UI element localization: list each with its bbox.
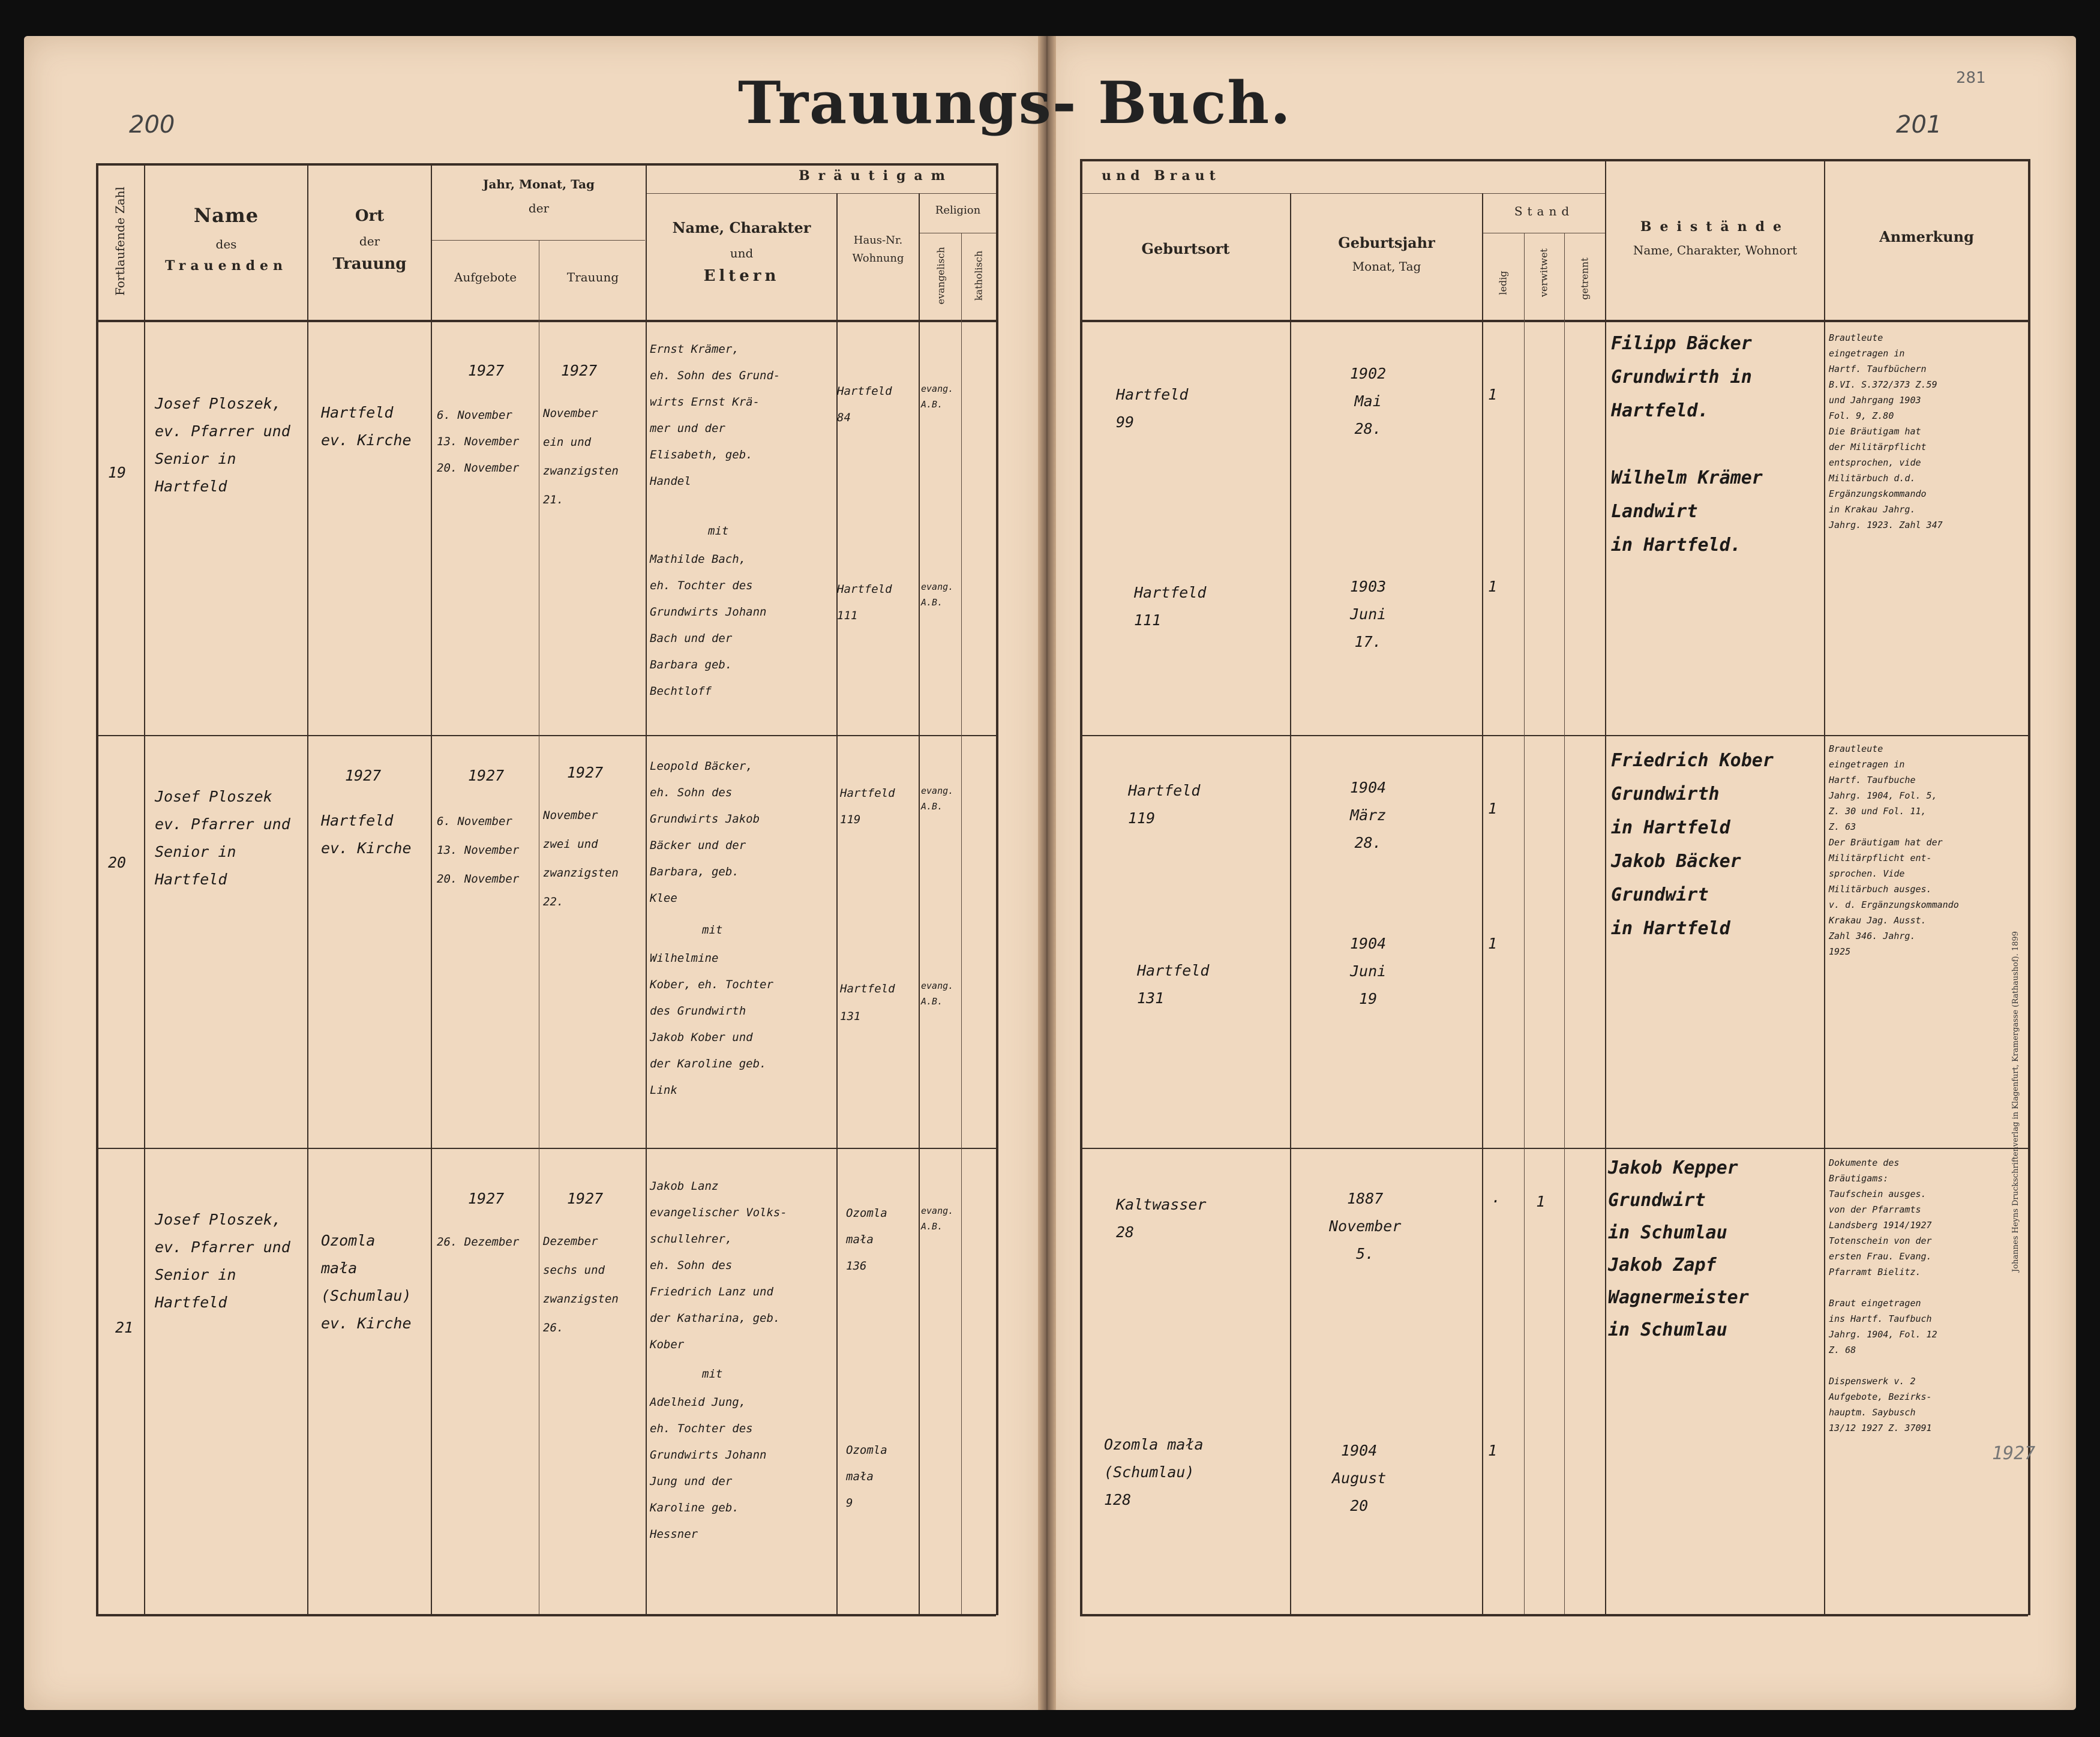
entry-bride-eltern: Adelheid Jung, eh. Tochter des Grundwirts Johann Jung und der Karoline geb. Hessner [650,1396,767,1541]
printer-imprint: Johannes Heyns Druckschriftenverlag in Klagenfurt, Kramergasse (Rathaushof). 1899 [2011,931,2020,1272]
header-monat-tag: Monat, Tag [1352,259,1421,274]
entry-bride-religion: evang. A.B. [921,980,954,1007]
book-gutter [1038,36,1056,1710]
entry-mit: mit [702,923,723,937]
page-number-right: 201 [1896,111,1942,139]
entry-beistaende: Jakob Kepper Grundwirt in Schumlau Jakob Zapf Wagnermeister in Schumlau [1608,1157,1749,1340]
rule [1080,159,1082,1615]
entry-bride-haus: Hartfeld 111 [837,583,892,622]
entry-bride-stand: 1 [1488,578,1498,595]
rule [431,163,432,1615]
entry-trauung: Dezember sechs und zwanzigsten 26. [543,1235,619,1334]
entry-beistaende: Friedrich Kober Grundwirth in Hartfeld Jakob Bäcker Grundwirt in Hartfeld [1611,750,1774,939]
header-geburtsort: Geburtsort [1141,240,1230,257]
entry-groom-religion: evang. A.B. [921,383,954,410]
entry-number: 20 [108,854,127,871]
entry-aufgebote: 26. Dezember [437,1235,520,1249]
header-name-bot: Trauenden [165,258,287,274]
rule [1080,735,2028,736]
entry-bride-geburt: 1903 Juni 17. [1350,578,1387,650]
header-num: Fortlaufende Zahl [113,187,127,296]
header-wohnung: Wohnung [852,252,904,265]
rule [1080,320,2028,322]
rule [431,240,645,241]
entry-number: 19 [108,464,127,481]
entry-groom-religion: evang. A.B. [921,785,954,812]
rule [961,233,962,1614]
header-name: Name [193,204,259,227]
header-geburtsjahr: Geburtsjahr [1338,234,1435,251]
entry-ort-year: 1927 [345,767,382,784]
entry-groom-geburtsort: Hartfeld 99 [1116,386,1189,431]
header-religion: Religion [935,204,981,217]
header-ledig: ledig [1497,271,1509,295]
entry-trauung-year: 1927 [567,1190,604,1207]
rule [1080,1614,2028,1616]
header-verwitwet: verwitwet [1538,248,1550,297]
entry-bride-geburt: 1904 Juni 19 [1350,935,1387,1007]
entry-name: Josef Ploszek ev. Pfarrer und Senior in Hartfeld [155,788,290,888]
rule [1524,233,1525,1614]
entry-bride-geburt: 1904 August 20 [1332,1442,1387,1514]
entry-groom-stand: · 1 [1491,1193,1546,1210]
entry-bride-haus: Hartfeld 131 [840,982,895,1023]
header-haus: Haus-Nr. [853,234,903,247]
title-left: Trauungs- [738,69,1078,137]
header-date-mid: der [528,201,550,215]
rule [919,193,920,1615]
entry-mit: mit [702,1367,723,1381]
rule [96,735,996,736]
entry-groom-stand: 1 [1488,800,1498,817]
rule [1482,193,1483,1615]
header-evangelisch: evangelisch [935,247,947,305]
rule [96,1148,996,1149]
entry-bride-geburtsort: Hartfeld 111 [1134,584,1207,629]
entry-aufgebote: 6. November 13. November 20. November [437,815,520,886]
entry-anmerkung: Dokumente des Bräutigams: Taufschein ausges. von der Pfarramts Landsberg 1914/1927 Totenschein von der ersten Frau. Evang. Pfarramt Bielitz. Braut eingetragen ins Hartf. Taufbuch Jahrg. 1904, Fol. 12 Z. 68 Dispenswerk v. 2 Aufgebote, Bezirks- hauptm. Saybusch 13/12 1927 Z. 37091 [1829,1157,1937,1433]
rule [646,193,996,194]
rule [144,163,145,1615]
entry-trauung-year: 1927 [567,764,604,781]
entry-beistaende: Filipp Bäcker Grundwirth in Hartfeld. Wilhelm Krämer Landwirt in Hartfeld. [1611,333,1763,556]
entry-bride-stand: 1 [1488,935,1498,952]
header-eltern-bot: Eltern [703,267,780,285]
entry-aufgebote: 6. November 13. November 20. November [437,409,520,475]
rule [1290,193,1291,1615]
entry-bride-haus: Ozomla mała 9 [846,1444,887,1510]
entry-ort: Hartfeld ev. Kirche [321,404,412,449]
header-name-mid: des [215,237,237,251]
rule [646,163,647,1615]
title-right: Buch. [1098,69,1292,137]
rule [1080,1148,2028,1149]
header-ort-mid: der [359,234,380,248]
header-katholisch: katholisch [973,250,985,301]
entry-ort: Hartfeld ev. Kirche [321,812,412,857]
entry-groom-stand: 1 [1488,386,1498,403]
entry-groom-eltern: Jakob Lanz evangelischer Volks- schullehrer, eh. Sohn des Friedrich Lanz und der Katharina, geb. Kober [650,1180,787,1351]
entry-mit: mit [708,524,729,538]
entry-name: Josef Ploszek, ev. Pfarrer und Senior in Hartfeld [155,395,290,495]
header-braeutigam: Bräutigam [799,168,953,184]
entry-bride-eltern: Mathilde Bach, eh. Tochter des Grundwirts Johann Bach und der Barbara geb. Bechtloff [650,553,767,698]
entry-groom-haus: Hartfeld 119 [840,787,895,826]
entry-groom-eltern: Leopold Bäcker, eh. Sohn des Grundwirts Jakob Bäcker und der Barbara, geb. Klee [650,760,760,905]
entry-bride-religion: evang. A.B. [921,581,954,608]
rule [2028,159,2030,1615]
rule [96,1614,996,1616]
entry-trauung-year: 1927 [561,362,598,379]
rule [1605,159,1606,1615]
entry-groom-geburt: 1904 März 28. [1350,779,1387,851]
entry-bride-geburtsort: Ozomla mała (Schumlau) 128 [1104,1436,1204,1508]
entry-name: Josef Ploszek, ev. Pfarrer und Senior in Hartfeld [155,1211,290,1311]
entry-aufgebote-year: 1927 [468,362,505,379]
entry-bride-geburtsort: Hartfeld 131 [1137,962,1210,1007]
page-number-pencil: 281 [1956,69,1986,87]
rule [1824,159,1825,1615]
header-trauung: Trauung [566,270,619,284]
rule [96,163,98,1615]
entry-aufgebote-year: 1927 [468,767,505,784]
header-ort-bot: Trauung [332,255,407,273]
header-getrennt: getrennt [1579,257,1591,300]
rule [996,163,998,1615]
header-und-braut: und Braut [1102,168,1220,184]
entry-groom-haus: Ozomla mała 136 [846,1207,887,1273]
rule [1080,193,1605,194]
entry-trauung: November ein und zwanzigsten 21. [543,407,619,506]
header-beistaende-sub: Name, Charakter, Wohnort [1633,243,1798,257]
entry-groom-geburt: 1887 November 5. [1329,1190,1402,1262]
entry-bride-stand: 1 [1488,1442,1498,1459]
rule [96,320,996,322]
entry-ort: Ozomla mała (Schumlau) ev. Kirche [321,1232,412,1332]
entry-trauung: November zwei und zwanzigsten 22. [543,809,619,908]
entry-anmerkung: Brautleute eingetragen in Hartf. Taufbüchern B.VI. S.372/373 Z.59 und Jahrgang 1903 Fol. 9, Z.80 Die Bräutigam hat der Militärpflicht entsprochen, vide Militärbuch d.d. Ergänzungskommando in Krakau Jahrg. Jahrg. 1923. Zahl 347 [1829,332,1943,530]
header-eltern: Name, Charakter [672,219,811,236]
header-beistaende: Beistände [1640,219,1790,235]
entry-groom-geburtsort: Hartfeld 119 [1128,782,1201,827]
entry-groom-eltern: Ernst Krämer, eh. Sohn des Grund- wirts Ernst Krä- mer und der Elisabeth, geb. Handel [650,343,781,488]
entry-groom-geburtsort: Kaltwasser 28 [1116,1196,1207,1241]
margin-note: 1927 [1992,1443,2036,1464]
rule [307,163,308,1615]
entry-anmerkung: Brautleute eingetragen in Hartf. Taufbuche Jahrg. 1904, Fol. 5, Z. 30 und Fol. 11, Z. 63 Der Bräutigam hat der Militärpflicht ent- sprochen. Vide Militärbuch ausges. v. d. Ergänzungskommando Krakau Jag. Ausst. Zahl 346. Jahrg. 1925 [1829,743,1959,957]
entry-groom-haus: Hartfeld 84 [837,385,892,424]
entry-number: 21 [115,1319,134,1336]
page-number-left: 200 [129,111,175,139]
header-ort: Ort [355,207,385,225]
entry-groom-geburt: 1902 Mai 28. [1350,365,1387,437]
rule [1080,159,2028,161]
entry-aufgebote-year: 1927 [468,1190,505,1207]
header-stand: Stand [1514,204,1574,218]
header-aufgebote: Aufgebote [454,270,517,284]
entry-groom-religion: evang. A.B. [921,1205,954,1232]
rule [96,163,996,166]
header-date: Jahr, Monat, Tag [482,177,595,191]
header-anmerkung: Anmerkung [1879,228,1974,245]
rule [1564,233,1565,1614]
entry-bride-eltern: Wilhelmine Kober, eh. Tochter des Grundwirth Jakob Kober und der Karoline geb. Link [650,952,773,1097]
header-eltern-mid: und [730,246,754,260]
